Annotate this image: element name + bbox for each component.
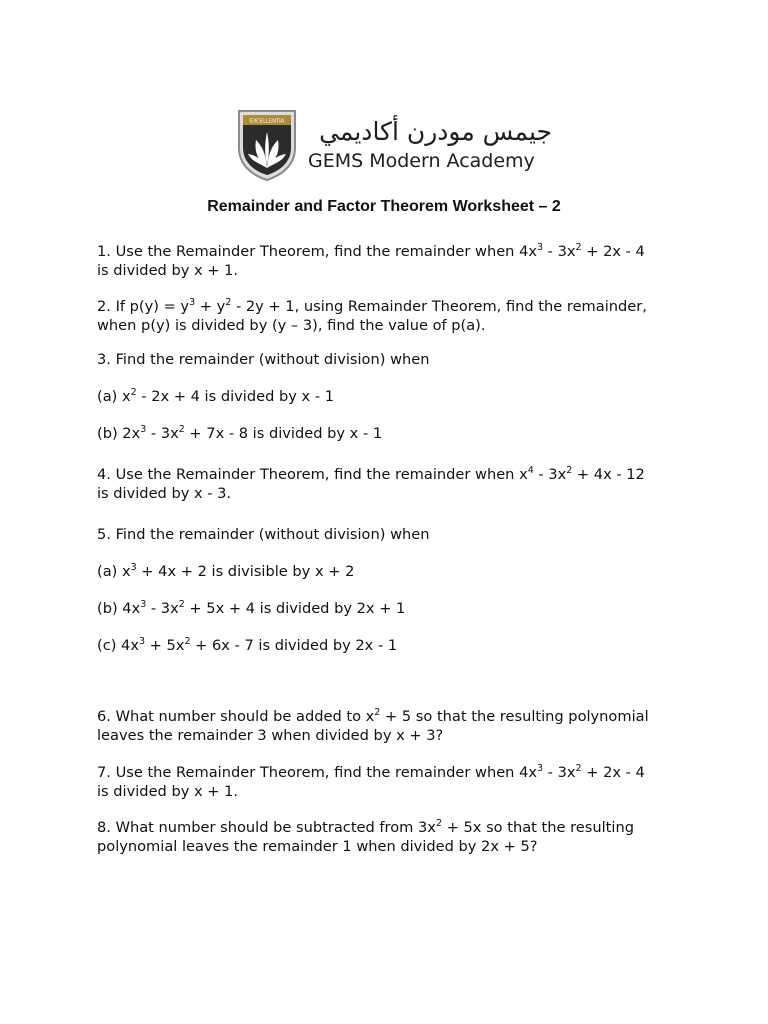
question-8	[97, 818, 697, 856]
school-name-block	[308, 117, 552, 173]
question-2	[97, 297, 697, 335]
question-6-line-2: leaves the remainder 3 when divided by x + 3?	[97, 727, 444, 744]
school-name-english: GEMS Modern Academy	[308, 150, 535, 172]
question-5a: (a) $x^3 + 4x + 2$ is divisible by x + 2	[97, 562, 355, 580]
question-5c: (c) $4x^3 + 5x^2 + 6x - 7$ is divided by 2x - 1	[97, 636, 398, 654]
question-7-line-2: is divided by x + 1.	[97, 783, 239, 800]
question-3b: (b) $2x^3 - 3x^2 + 7x - 8$ is divided by x - 1	[97, 424, 383, 442]
question-7	[97, 763, 697, 801]
question-3-stem: 3. Find the remainder (without division) when	[97, 351, 430, 368]
school-logo	[236, 108, 552, 182]
question-5b: (b) $4x^3 - 3x^2 + 5x + 4$ is divided by 2x + 1	[97, 599, 406, 617]
question-4-line-1: 4. Use the Remainder Theorem, find the remainder when $x^4 - 3x^2 + 4x - 12$	[97, 465, 645, 483]
question-1-line-1: 1. Use the Remainder Theorem, find the remainder when $4x^3 - 3x^2 + 2x - 4$	[97, 242, 645, 260]
question-8-line-2: polynomial leaves the remainder 1 when divided by 2x + 5?	[97, 838, 538, 855]
question-5-stem: 5. Find the remainder (without division) when	[97, 526, 430, 543]
question-4	[97, 465, 697, 503]
question-1-line-2: is divided by x + 1.	[97, 262, 239, 279]
school-name-arabic: جيمس مودرن أكاديمي	[319, 117, 552, 146]
question-8-line-1: 8. What number should be subtracted from $3x^2 + 5x$ so that the resulting	[97, 818, 634, 836]
question-6-line-1: 6. What number should be added to $x^2 + 5$ so that the resulting polynomial	[97, 707, 649, 725]
question-7-line-1: 7. Use the Remainder Theorem, find the remainder when $4x^3 - 3x^2 + 2x - 4$	[97, 763, 645, 781]
crest-motto: EXCELLENTIA	[249, 118, 285, 125]
worksheet-title: Remainder and Factor Theorem Worksheet – 2	[207, 198, 561, 215]
question-2-line-2: when p(y) is divided by (y – 3), find the value of p(a).	[97, 317, 486, 334]
question-6	[97, 707, 697, 745]
question-3a: (a) $x^2 - 2x + 4$ is divided by x - 1	[97, 387, 335, 405]
question-1	[97, 242, 697, 280]
school-crest-shield-icon	[236, 108, 298, 182]
question-2-line-1: 2. If $p(y) = y^3 + y^2 - 2y + 1$, using Remainder Theorem, find the remainder,	[97, 297, 647, 315]
question-4-line-2: is divided by x - 3.	[97, 485, 232, 502]
